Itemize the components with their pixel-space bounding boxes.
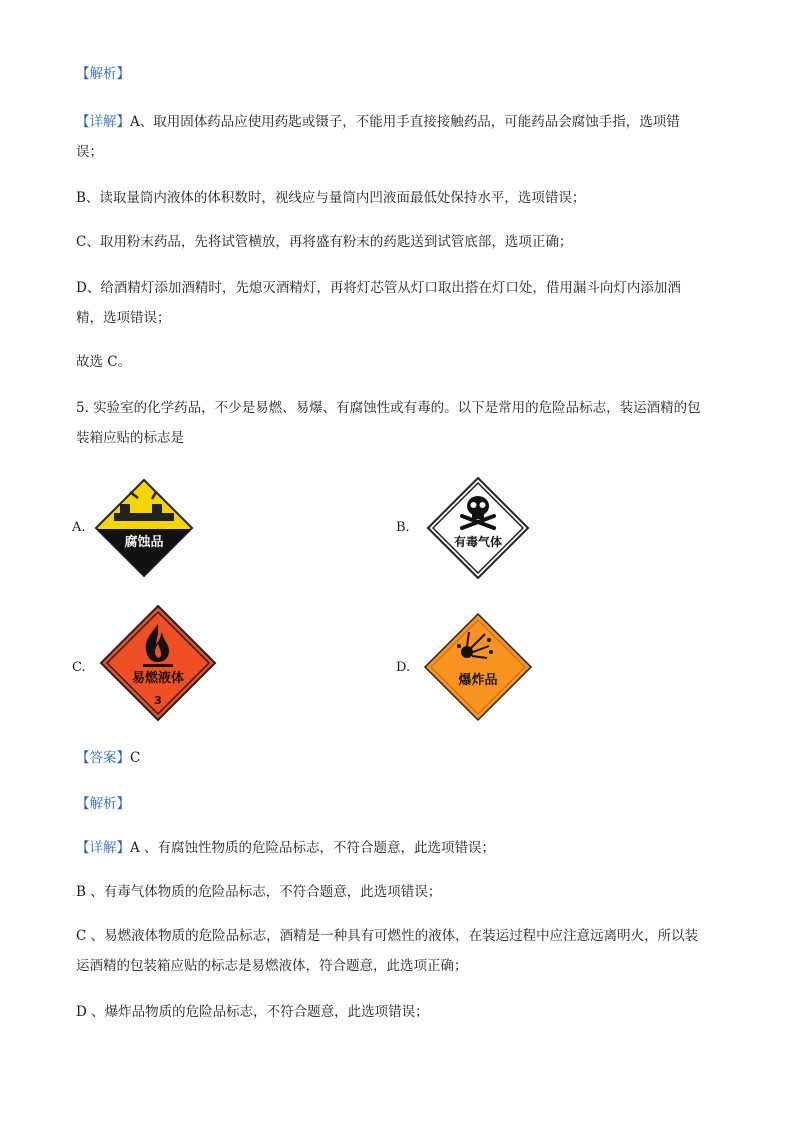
- detail-tag: 【详解】: [76, 114, 130, 130]
- detail-line-a: 【详解】A、取用固体药品应使用药匙或镊子，不能用手直接接触药品，可能药品会腐蚀手指，选项错: [76, 114, 680, 130]
- option-a-label: A.: [72, 520, 86, 535]
- answer-tag: 【答案】: [76, 750, 130, 766]
- detail2-line-a: 【详解】A 、有腐蚀性物质的危险品标志，不符合题意，此选项错误；: [76, 840, 496, 856]
- flammable-liquid-sign: [99, 604, 217, 722]
- option-c-sign-text: 易燃液体: [131, 671, 185, 686]
- detail2-line-d: D 、爆炸品物质的危险品标志，不符合题意，此选项错误；: [76, 1004, 429, 1020]
- analysis-heading-2: 【解析】: [76, 796, 130, 812]
- analysis-heading: 【解析】: [76, 66, 130, 82]
- question-5-line-1: 5. 实验室的化学药品，不少是易燃、易爆、有腐蚀性或有毒的。以下是常用的危险品标志，装运酒精的包: [76, 400, 701, 416]
- question-5-line-2: 装箱应贴的标志是: [76, 430, 184, 446]
- option-d-label: D.: [396, 660, 411, 675]
- explosive-sign: [423, 612, 533, 722]
- detail-line-c: C、取用粉末药品，先将试管横放，再将盛有粉末的药匙送到试管底部，选项正确；: [76, 234, 573, 250]
- detail-line-d-cont: 精，选项错误；: [76, 310, 171, 326]
- option-c-class-number: 3: [154, 694, 162, 707]
- detail2-line-c-cont: 运酒精的包装箱应贴的标志是易燃液体，符合题意，此选项正确；: [76, 958, 468, 974]
- conclusion: 故选 C。: [76, 354, 132, 370]
- detail2-line-c: C 、易燃液体物质的危险品标志，酒精是一种具有可燃性的液体，在装运过程中应注意远离明火，所以装: [76, 928, 699, 944]
- detail2-line-b: B 、有毒气体物质的危险品标志，不符合题意，此选项错误；: [76, 884, 442, 900]
- detail-line-d: D、给酒精灯添加酒精时，先熄灭酒精灯，再将灯芯管从灯口取出搭在灯口处，借用漏斗向灯内添加酒: [76, 280, 681, 296]
- option-b-label: B.: [396, 520, 410, 535]
- answer-value: C: [130, 750, 141, 766]
- detail-tag-2: 【详解】: [76, 840, 130, 856]
- corrosive-sign: [94, 478, 194, 578]
- answer-line: [76, 746, 716, 770]
- option-a-sign-text: 腐蚀品: [124, 535, 164, 550]
- detail-line-a-cont: 误；: [76, 144, 103, 160]
- option-d-sign-text: 爆炸品: [458, 673, 498, 688]
- option-b-sign-text: 有毒气体: [453, 535, 503, 549]
- detail-line-b: B、读取量筒内液体的体积数时，视线应与量筒内凹液面最低处保持水平，选项错误；: [76, 190, 586, 206]
- option-c-label: C.: [72, 660, 86, 675]
- toxic-gas-sign: [426, 476, 530, 580]
